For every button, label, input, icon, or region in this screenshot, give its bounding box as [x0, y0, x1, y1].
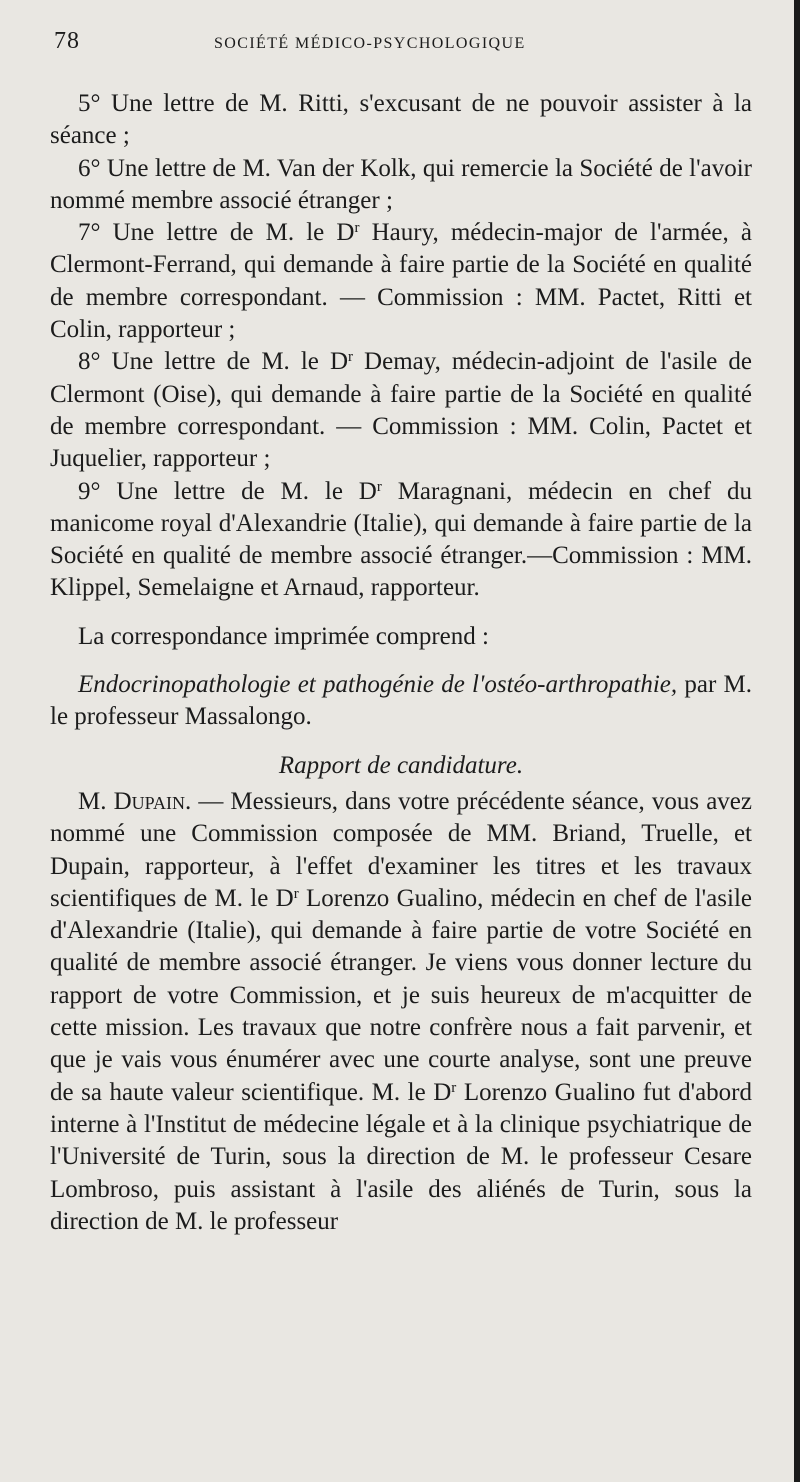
list-item-9: 9° Une lettre de M. le $D^r$ Maragnani, médecin en chef du manicome royal d'Alexandrie (Italie), qui demande à faire partie de la Société en qualité de membre associé étranger.—Commission : MM. Klippel, Semelaigne et Arnaud, rapporteur. [50, 477, 752, 602]
page-body [50, 88, 752, 1238]
report-speaker: M. Dupain. [78, 787, 192, 815]
spacer [50, 734, 752, 750]
publication-author: par M. le professeur Massalongo. [50, 671, 752, 731]
page-edge-shadow [794, 0, 800, 1482]
publication-entry [50, 669, 752, 734]
publication-title: Endocrinopathologie et pathogénie de l'ostéo-arthropathie, [78, 671, 678, 699]
page-number: 78 [54, 28, 80, 54]
list-item-7: 7° Une lettre de M. le $D^r$ Haury, médecin-major de l'armée, à Clermont-Ferrand, qui demande à faire partie de la Société en qualité de membre correspondant. — Commission : MM. Pactet, Ritti et Colin, rapporteur ; [50, 219, 752, 344]
spacer [50, 605, 752, 621]
report-paragraph: M. Dupain. — Messieurs, dans votre précédente séance, vous avez nommé une Commission composée de MM. Briand, Truelle, et Dupain, rapporteur, à l'effet d'examiner les titres et les travaux scientifiques de M. le $D^r$ Lorenzo Gualino, médecin en chef de l'asile d'Alexandrie (Italie), qui demande à faire partie de votre Société en qualité de membre associé étranger. Je viens vous donner lecture du rapport de votre Commission, et je suis heureux de m'acquitter de cette mission. Les travaux que notre confrère nous a fait parvenir, et que je vais vous énumérer avec une courte analyse, sont une preuve de sa haute valeur scientifique. M. le $D^r$ Lorenzo Gualino fut d'abord interne à l'Institut de médecine légale et à la clinique psychiatrique de l'Université de Turin, sous la direction de M. le professeur Cesare Lombroso, puis assistant à l'asile des aliénés de Turin, sous la direction de M. le professeur [50, 787, 753, 1235]
section-heading: Rapport de candidature. [278, 751, 524, 779]
list-item-6: 6° Une lettre de M. Van der Kolk, qui remercie la Société de l'avoir nommé membre associé étranger ; [50, 154, 752, 214]
spacer [50, 653, 752, 669]
page-header [50, 28, 752, 88]
printed-correspondence-intro: La correspondance imprimée comprend : [78, 622, 489, 650]
running-title: SOCIÉTÉ MÉDICO-PSYCHOLOGIQUE [214, 35, 526, 52]
list-item-5: 5° Une lettre de M. Ritti, s'excusant de ne pouvoir assister à la séance ; [50, 90, 752, 150]
list-item-8: 8° Une lettre de M. le $D^r$ Demay, médecin-adjoint de l'asile de Clermont (Oise), qui demande à faire partie de la Société en qualité de membre correspondant. — Commission : MM. Colin, Pactet et Juquelier, rapporteur ; [50, 348, 752, 473]
